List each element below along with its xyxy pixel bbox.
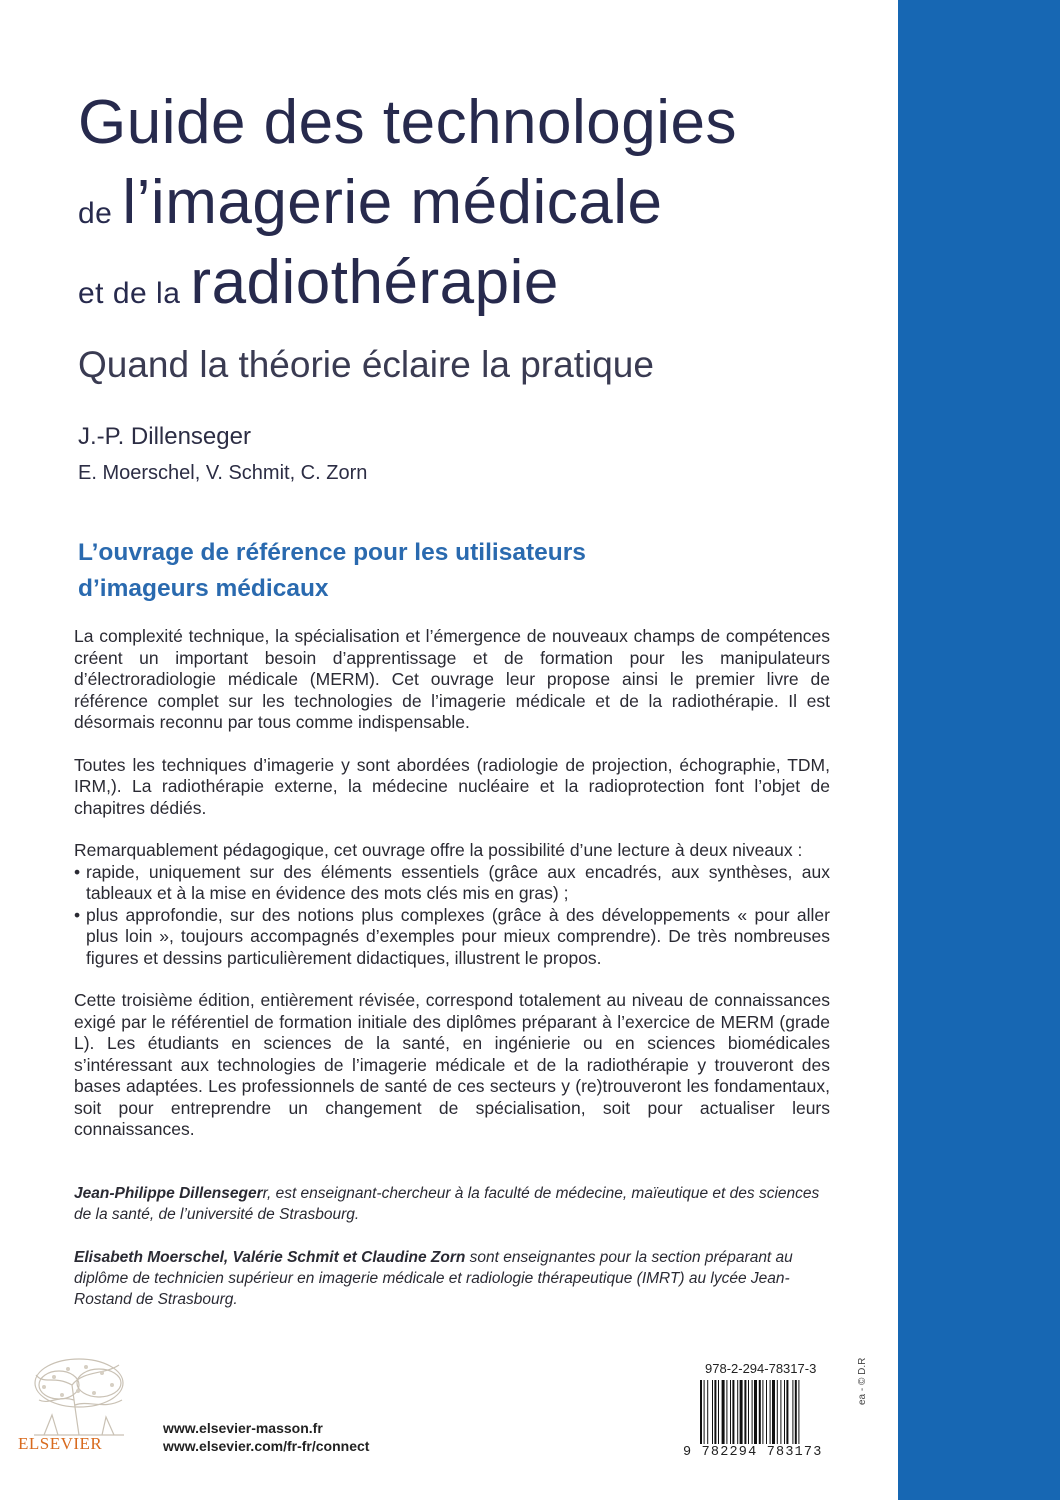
isbn-number: 978-2-294-78317-3 bbox=[705, 1361, 817, 1376]
main-author: J.-P. Dillenseger bbox=[78, 423, 251, 450]
bullet-icon: • bbox=[74, 861, 81, 882]
bio-1-text: r, est enseignant-chercheur à la faculté de médecine, maïeutique et des sciences de la santé, de l’université de Strasbourg. bbox=[74, 1185, 820, 1223]
list-item bbox=[74, 905, 830, 970]
title-line-3 bbox=[78, 248, 878, 317]
paragraph-4: Cette troisième édition, entièrement révisée, correspond totalement au niveau de connaissances exigé par le référentiel de formation initiale des diplômes préparant à l’exercice de MERM (grade L). Les étudiants en sciences de la santé, en ingénierie ou en sciences biomédicales s’intéressant aux technologies de l’imagerie médicale et de la radiothérapie y trouveront des bases adaptées. Les professionnels de santé de ces secteurs y (re)trouveront les fondamentaux, soit pour entreprendre un changement de spécialisation, soit pour actualiser leurs connaissances. bbox=[74, 990, 830, 1139]
book-title bbox=[78, 88, 878, 317]
list-item bbox=[74, 862, 830, 905]
title-line-1: Guide des technologies bbox=[78, 88, 738, 157]
photo-credit: ea - © D.R bbox=[857, 1357, 868, 1405]
publisher-url-1[interactable]: www.elsevier-masson.fr bbox=[163, 1420, 323, 1436]
book-subtitle: Quand la théorie éclaire la pratique bbox=[78, 344, 654, 385]
blue-spine-band bbox=[898, 0, 1060, 1500]
publisher-url-2[interactable]: www.elsevier.com/fr-fr/connect bbox=[163, 1438, 370, 1454]
tagline-line-1: L’ouvrage de référence pour les utilisateurs bbox=[78, 539, 586, 566]
reading-levels-list bbox=[74, 862, 830, 970]
author-bio-1 bbox=[74, 1183, 830, 1225]
bio-1-name: Jean-Philippe Dillenseger bbox=[74, 1185, 263, 1202]
bio-2-names: Elisabeth Moerschel, Valérie Schmit et Claudine Zorn bbox=[74, 1249, 466, 1266]
bullet-text-1: rapide, uniquement sur des éléments essentiels (grâce aux encadrés, aux synthèses, aux tableaux et à la mise en évidence des mots clés mis en gras) ; bbox=[86, 861, 830, 903]
barcode-digits: 9 782294 783173 bbox=[683, 1445, 823, 1460]
author-bio-2 bbox=[74, 1247, 830, 1310]
bio-2-text: sont enseignantes pour la section préparant au diplôme de technicien supérieur en imagerie médicale et radiologie thérapeutique (IMRT) au lycée Jean-Rostand de Strasbourg. bbox=[74, 1249, 793, 1308]
title-line-2-big: l’imagerie médicale bbox=[122, 168, 663, 237]
bullet-text-2: plus approfondie, sur des notions plus complexes (grâce à des développements « pour aller plus loin », toujours accompagnés d’exemples pour mieux comprendre). De très nombreuses figures et dessins particulièrement didactiques, illustrent le propos. bbox=[86, 904, 830, 968]
description-text bbox=[74, 626, 830, 1162]
tagline-line-2: d’imageurs médicaux bbox=[78, 575, 329, 602]
isbn-barcode-icon bbox=[700, 1380, 830, 1444]
title-line-2 bbox=[78, 168, 878, 237]
title-line-3-big: radiothérapie bbox=[190, 248, 559, 317]
bullet-icon: • bbox=[74, 904, 81, 925]
elsevier-logo-wordmark: ELSEVIER bbox=[18, 1434, 103, 1453]
title-line-3-small: et de la bbox=[78, 277, 181, 310]
paragraph-1: La complexité technique, la spécialisation et l’émergence de nouveaux champs de compétences créent un important besoin d’apprentissage et de formation pour les manipulateurs d’électroradiologie médicale (MERM). Cet ouvrage leur propose ainsi le premier livre de référence complet sur les technologies de l’imagerie médicale et de la radiothérapie. Il est désormais reconnu par tous comme indispensable. bbox=[74, 626, 830, 732]
tagline bbox=[78, 535, 838, 607]
co-authors: E. Moerschel, V. Schmit, C. Zorn bbox=[78, 462, 368, 484]
paragraph-2: Toutes les techniques d’imagerie y sont abordées (radiologie de projection, échographie, TDM, IRM,). La radiothérapie externe, la médecine nucléaire et la radioprotection font l’objet de chapitres dédiés. bbox=[74, 754, 830, 818]
title-line-2-small: de bbox=[78, 197, 113, 230]
paragraph-3-intro: Remarquablement pédagogique, cet ouvrage offre la possibilité d’une lecture à deux niveaux : bbox=[74, 840, 803, 860]
